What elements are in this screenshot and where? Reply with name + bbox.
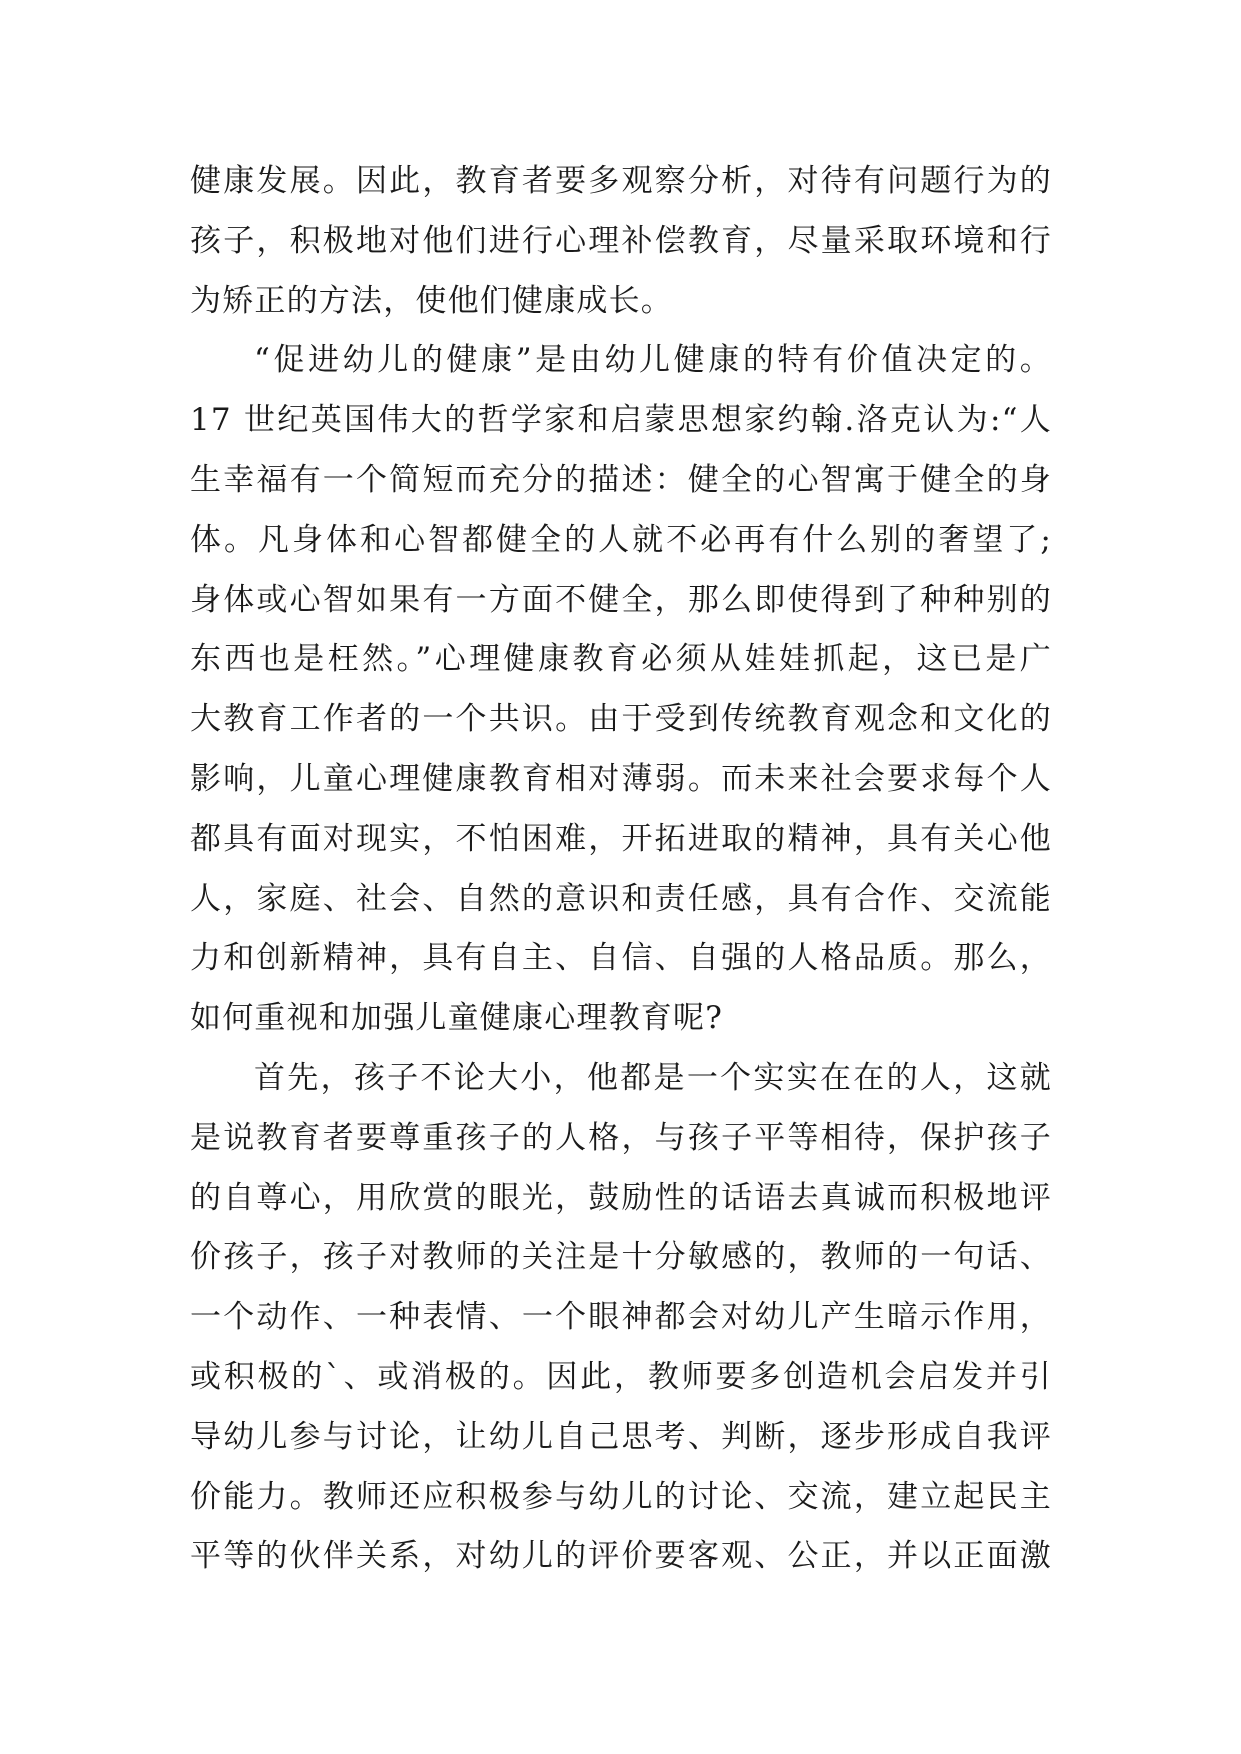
text-line: 一个动作、一种表情、一个眼神都会对幼儿产生暗示作用， [190,1299,1052,1336]
text-line: 孩子，积极地对他们进行心理补偿教育，尽量采取环境和行 [190,222,1052,259]
text-line: 平等的伙伴关系，对幼儿的评价要客观、公正，并以正面激 [190,1538,1052,1575]
text-line: 体。凡身体和心智都健全的人就不必再有什么别的奢望了; [190,521,1052,558]
text-line: 或积极的`、或消极的。因此，教师要多创造机会启发并引 [190,1358,1052,1395]
text-line: 生幸福有一个简短而充分的描述：健全的心智寓于健全的身 [190,461,1052,498]
text-line: 17 世纪英国伟大的哲学家和启蒙思想家约翰.洛克认为:“人 [190,402,1052,439]
text-line: 为矫正的方法，使他们健康成长。 [190,282,673,319]
text-line: 力和创新精神，具有自主、自信、自强的人格品质。那么， [190,940,1052,977]
text-line: 身体或心智如果有一方面不健全，那么即使得到了种种别的 [190,581,1052,618]
text-line: 导幼儿参与讨论，让幼儿自己思考、判断，逐步形成自我评 [190,1418,1052,1455]
text-line: 影响，儿童心理健康教育相对薄弱。而未来社会要求每个人 [190,760,1052,797]
text-line: 首先，孩子不论大小，他都是一个实实在在的人，这就 [254,1059,1052,1096]
text-line: 价能力。教师还应积极参与幼儿的讨论、交流，建立起民主 [190,1478,1052,1515]
text-line: 价孩子，孩子对教师的关注是十分敏感的，教师的一句话、 [190,1239,1052,1276]
text-line: 的自尊心，用欣赏的眼光，鼓励性的话语去真诚而积极地评 [190,1179,1052,1216]
text-line: 是说教育者要尊重孩子的人格，与孩子平等相待，保护孩子 [190,1119,1052,1156]
text-line: 人，家庭、社会、自然的意识和责任感，具有合作、交流能 [190,880,1052,917]
text-line: 都具有面对现实，不怕困难，开拓进取的精神，具有关心他 [190,820,1052,857]
body-text [190,152,1052,1587]
text-line: 东西也是枉然。”心理健康教育必须从娃娃抓起，这已是广 [190,641,1052,678]
text-line: 大教育工作者的一个共识。由于受到传统教育观念和文化的 [190,701,1052,738]
text-line: 健康发展。因此，教育者要多观察分析，对待有问题行为的 [190,163,1052,199]
text-line: “促进幼儿的健康”是由幼儿健康的特有价值决定的。 [254,342,1052,379]
text-line: 如何重视和加强儿童健康心理教育呢? [190,1000,724,1037]
